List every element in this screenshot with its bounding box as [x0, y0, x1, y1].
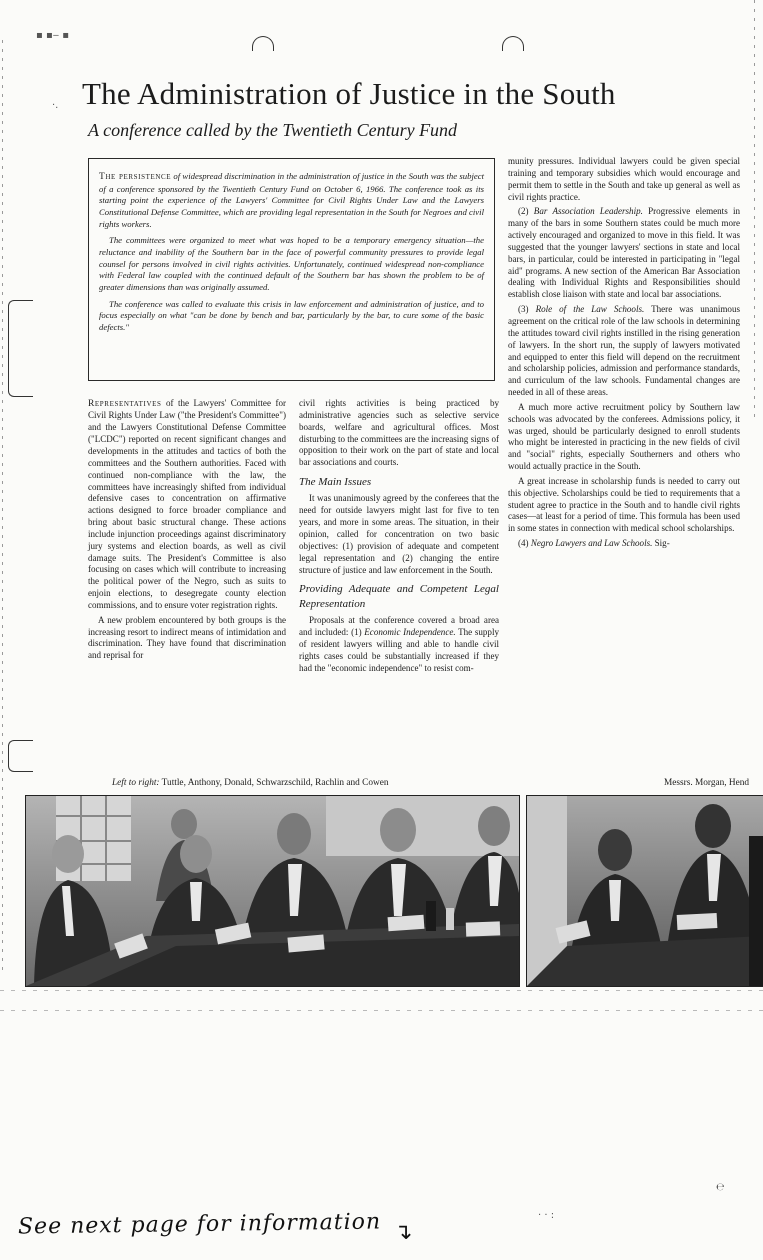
scan-speck: ·.	[52, 100, 59, 111]
col3-p6-rest: Sig-	[652, 538, 670, 549]
col3-p6	[508, 538, 740, 550]
col1-p1: of the Lawyers' Committee for Civil Rights Under Law ("the President's Committee") and the Lawyers Constitutional Defense Committee ("LCDC") reported on recent significant changes and developments in the attitudes and tactics of both the committees and the Southern authorities. Faced with continued non-compliance with the law, the committees have increasingly shifted from individual defensive cases to concentration on affirmative actions designed to force broader compliance and bring about basic structural change. These actions include injunction proceedings against discriminatory jury systems and election boards, as well as civil damage suits. The President's Committee is also focusing on cases which will contribute to increasing the political power of the Negro, such as suits to enjoin elections, to desegregate county election commissions, and to ensure voter registration rights.	[88, 398, 286, 610]
col2-p1: civil rights activities is being practiced by administrative agencies such as selective service boards, welfare and agricultural offices. Most disturbing to the committees are the increasing signs of opposition to their work on the part of state and local bar associations and courts.	[299, 398, 499, 468]
conference-photo-right-image	[527, 796, 763, 986]
col2-p3-start: Proposals at the conference covered a broad area and included: (1)	[299, 615, 499, 638]
margin-bracket	[8, 740, 33, 772]
col3-p6-em: Negro Lawyers and Law Schools.	[530, 538, 653, 549]
col2-p3-rest: The supply of resident lawyers willing and able to handle civil rights cases could be substantially increased if they had the "economic independence" to resist com-	[299, 627, 499, 673]
col1-paragraph	[88, 398, 286, 612]
conference-photo-left-image	[26, 796, 519, 986]
intro-lead-caps: The persistence	[99, 172, 172, 182]
section-heading-legal-representation: Providing Adequate and Competent Legal Representation	[299, 583, 499, 610]
intro-box	[88, 158, 495, 381]
scan-speck: · · :	[538, 1210, 555, 1221]
col3-p2-em: Bar Association Leadership.	[533, 206, 643, 217]
col3-p3-num: (3)	[518, 304, 536, 315]
intro-p2: The committees were organized to meet what was hoped to be a temporary emergency situation—the reluctance and inability of the Southern bar in the face of powerful community pressures to provide legal counsel for persons involved in civil rights activities. Unfortunately, continued widespread non-compliance with Federal law coupled with the continued default of the Southern bar has shown the problem to be of greater dimensions than was originally assumed.	[99, 235, 484, 292]
margin-bracket	[8, 300, 33, 397]
col3-p5: A great increase in scholarship funds is needed to carry out this objective. Scholarships could be tied to requirements that a student agree to practice in the South and to handle civil rights cases—at least for a period of time. This formula has been used in some states in connection with medical school scholarships.	[508, 475, 740, 534]
col3-p3-rest: There was unanimous agreement on the critical role of the law schools in determining the attitudes toward civil rights instilled in the rising generation of lawyers. In the short run, the supply of lawyers motivated and equipped to enter this field will depend on the recruitment and scholarship policies, admission and performance standards, and curriculum of the law schools. Fundamental changes are needed in all of these areas.	[508, 304, 740, 398]
handwritten-arrow-icon: ↴	[394, 1220, 413, 1245]
conference-photo-right	[526, 795, 763, 987]
column-2	[299, 398, 499, 677]
binder-tab-mark	[252, 36, 274, 51]
col3-p2	[508, 206, 740, 301]
intro-p3: The conference was called to evaluate this crisis in law enforcement and administration of justice, and to focus especially on what "can be done by bench and bar, particularly by the bar, to cure some of the basic defects."	[99, 298, 484, 332]
col3-p3-em: Role of the Law Schools.	[535, 304, 645, 315]
column-3	[508, 156, 740, 553]
conference-photo-left	[25, 795, 520, 987]
scan-speck: ℮	[716, 1182, 725, 1193]
intro-paragraph	[99, 171, 484, 230]
col1-lead-caps: Representatives	[88, 399, 162, 409]
fold-crease	[0, 990, 763, 991]
col3-p2-rest: Progressive elements in many of the bars in some Southern states could be much more actively encouraged and organized to move in this field. It was suggested that the younger lawyers' sections in state and local bars, in particular, could be interested in participating in "legal aid" programs. A new section of the American Bar Association dealing with Individual Rights and Responsibilities should establish close liaison with state and local bar associations.	[508, 206, 740, 300]
col3-p1: munity pressures. Individual lawyers could be given special training and temporary subsidies which would encourage and permit them to settle in the South and take up general as well as civil rights practice.	[508, 156, 740, 202]
col2-p3-em: Economic Independence.	[364, 627, 456, 638]
col3-p2-num: (2)	[518, 206, 534, 217]
caption-names: Tuttle, Anthony, Donald, Schwarzschild, Rachlin and Cowen	[159, 778, 389, 788]
column-1	[88, 398, 286, 665]
article-subtitle: A conference called by the Twentieth Century Fund	[88, 120, 458, 140]
col3-p6-num: (4)	[518, 538, 531, 549]
col3-p3	[508, 304, 740, 399]
section-heading-main-issues: The Main Issues	[299, 476, 372, 489]
col2-p2: It was unanimously agreed by the conferees that the need for outside lawyers might last for five to ten years, and more in some areas. The situation, in their opinion, called for concentration on two basic objectives: (1) provision of adequate and competent legal representation and (2) changing the entire structure of justice and law enforcement in the South.	[299, 493, 499, 575]
col3-p4: A much more active recruitment policy by Southern law schools was advocated by the conferees. Admissions policy, it was urged, should be particularly designed to enroll students who might be interested in practicing in the new fields of civil and "social" rights, especially Southerners and others who would actually practice in the South.	[508, 401, 740, 472]
photo-caption-left	[112, 778, 389, 788]
right-edge-artifact	[754, 0, 755, 420]
article-title: The Administration of Justice in the South	[82, 76, 616, 111]
fold-crease	[0, 1010, 763, 1011]
col2-p3	[299, 615, 499, 674]
intro-p1: of widespread discrimination in the administration of justice in the South was the subject of a conference sponsored by the Twentieth Century Fund on October 6, 1966. The conference took as its starting point the experience of the Lawyers' Committee for Civil Rights Under Law and the Lawyers Constitutional Defense Committee, which are providing legal representation in the South for Negroes and civil rights workers.	[99, 171, 484, 229]
binder-tab-mark	[502, 36, 524, 51]
caption-label: Left to right:	[112, 778, 160, 788]
handwritten-note: See next page for information	[17, 1209, 382, 1240]
col1-p2: A new problem encountered by both groups is the increasing resort to indirect means of intimidation and discrimination. They have found that discrimination and reprisal for	[88, 614, 286, 661]
scan-speck: ▪ ▪‒ ▪	[36, 30, 70, 41]
left-edge-artifact	[2, 40, 3, 970]
photo-caption-right: Messrs. Morgan, Hend	[664, 778, 750, 788]
